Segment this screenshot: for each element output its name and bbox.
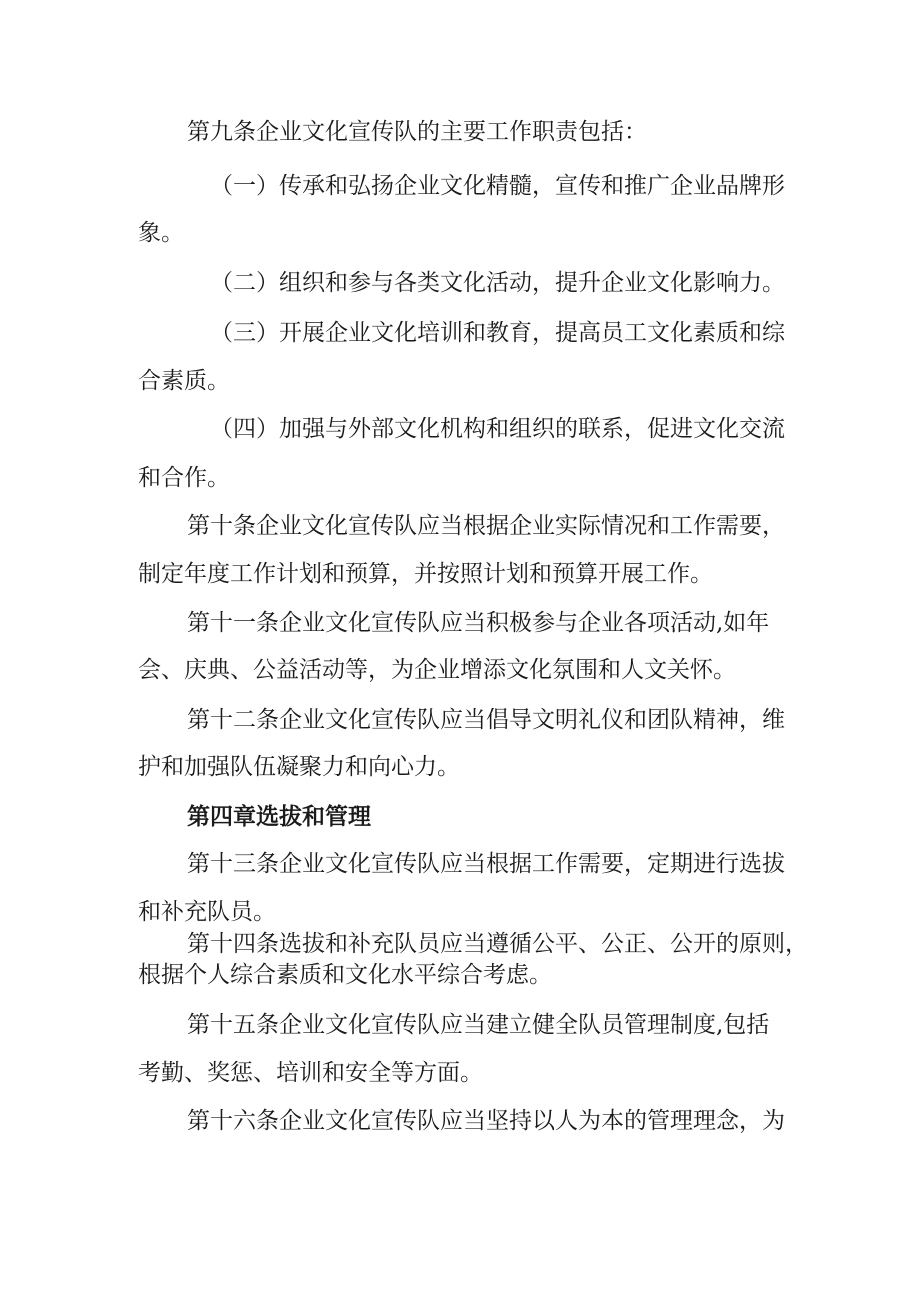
article-15-continued: 考勤、奖惩、培训和安全等方面。	[138, 1060, 483, 1086]
duty-item-2: （二）组织和参与各类文化活动，提升企业文化影响力。	[210, 270, 785, 296]
duty-item-1-continued: 象。	[138, 220, 184, 246]
duty-item-3: （三）开展企业文化培训和教育，提高员工文化素质和综	[210, 320, 785, 346]
article-14: 第十四条选拔和补充队员应当遵循公平、公正、公开的原则，	[187, 931, 808, 957]
article-13-continued: 和补充队员。	[138, 899, 276, 925]
article-12: 第十二条企业文化宣传队应当倡导文明礼仪和团队精神，维	[187, 707, 785, 733]
duty-item-1: （一）传承和弘扬企业文化精髓，宣传和推广企业品牌形	[210, 173, 785, 199]
chapter-4-heading: 第四章选拔和管理	[187, 803, 371, 830]
article-16: 第十六条企业文化宣传队应当坚持以人为本的管理理念，为	[187, 1108, 785, 1134]
article-13: 第十三条企业文化宣传队应当根据工作需要，定期进行选拔	[187, 851, 785, 877]
article-10-continued: 制定年度工作计划和预算，并按照计划和预算开展工作。	[138, 561, 713, 587]
article-9-heading: 第九条企业文化宣传队的主要工作职责包括：	[187, 119, 647, 145]
duty-item-4: （四）加强与外部文化机构和组织的联系，促进文化交流	[210, 416, 785, 442]
duty-item-3-continued: 合素质。	[138, 368, 230, 394]
article-14-continued: 根据个人综合素质和文化水平综合考虑。	[138, 962, 552, 988]
duty-item-4-continued: 和合作。	[138, 465, 230, 491]
article-12-continued: 护和加强队伍凝聚力和向心力。	[138, 754, 460, 780]
article-15: 第十五条企业文化宣传队应当建立健全队员管理制度,包括	[187, 1012, 770, 1038]
article-11: 第十一条企业文化宣传队应当积极参与企业各项活动,如年	[187, 610, 770, 636]
article-10: 第十条企业文化宣传队应当根据企业实际情况和工作需要，	[187, 513, 785, 539]
article-11-continued: 会、庆典、公益活动等，为企业增添文化氛围和人文关怀。	[138, 657, 736, 683]
